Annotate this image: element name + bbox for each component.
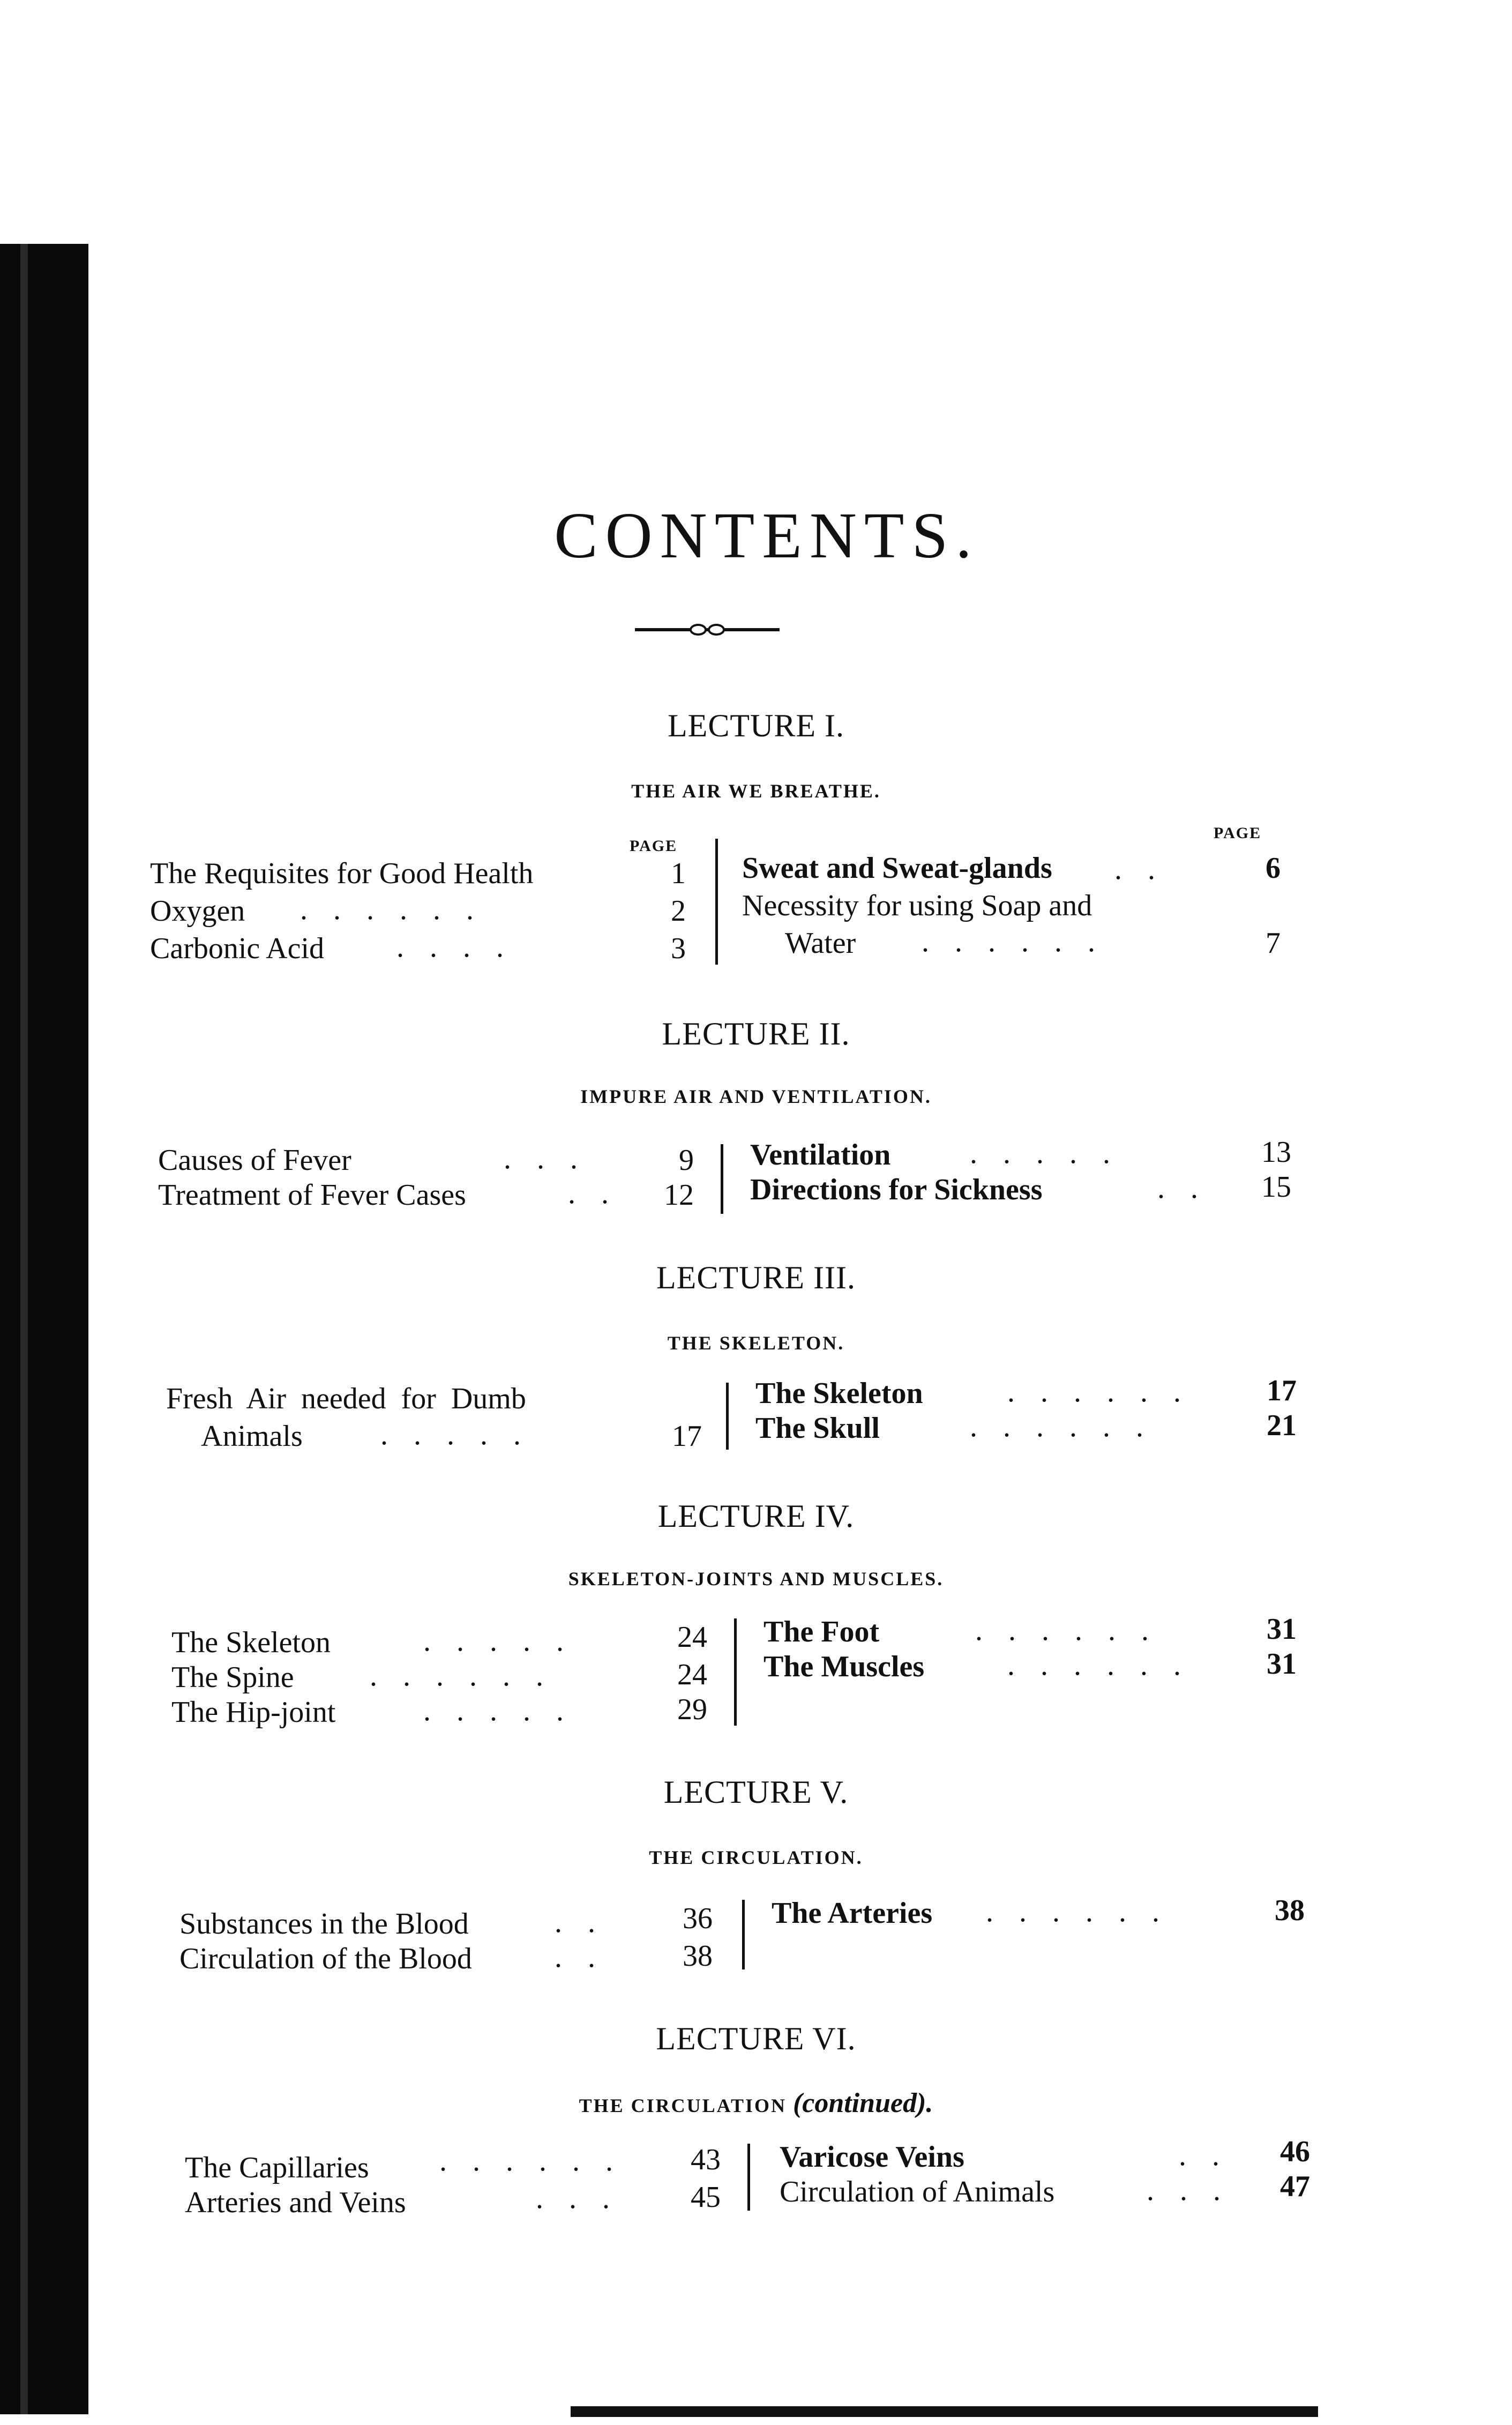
toc-entry: Animals [201, 1420, 303, 1453]
lecture-5-heading: LECTURE V. [663, 1774, 849, 1810]
toc-entry: The Requisites for Good Health [150, 857, 534, 890]
toc-page-number: 3 [671, 932, 686, 965]
dot-leader: ...... [370, 1659, 569, 1692]
dot-leader: ...... [986, 1895, 1185, 1928]
dot-leader: ... [1147, 2174, 1246, 2207]
dot-leader: .. [1114, 853, 1181, 886]
toc-entry: Directions for Sickness [750, 1173, 1043, 1206]
toc-page-number: 21 [1267, 1409, 1297, 1442]
column-divider [734, 1618, 737, 1726]
toc-entry: Circulation of the Blood [179, 1942, 472, 1975]
dot-leader: .. [568, 1177, 634, 1210]
toc-page-number: 12 [664, 1178, 694, 1212]
toc-page-number: 47 [1280, 2170, 1310, 2203]
ornament-divider [635, 622, 780, 638]
page-title: CONTENTS. [554, 499, 979, 572]
toc-page-number: 46 [1280, 2135, 1310, 2168]
lecture-6-subject [0, 2087, 1512, 2119]
bottom-rule [571, 2406, 1318, 2417]
column-divider [715, 839, 718, 965]
toc-page-number: 43 [691, 2143, 721, 2176]
toc-entry: Carbonic Acid [150, 932, 325, 965]
toc-page-number: 38 [1275, 1894, 1305, 1927]
lecture-2-heading: LECTURE II. [662, 1016, 850, 1051]
toc-entry: The Arteries [772, 1897, 933, 1930]
toc-entry: Ventilation [750, 1138, 891, 1172]
dot-leader: ...... [975, 1614, 1174, 1647]
dot-leader: .. [555, 1941, 621, 1974]
dot-leader: ...... [922, 925, 1121, 958]
lecture-2-subject: IMPURE AIR AND VENTILATION. [580, 1086, 932, 1107]
toc-entry: The Spine [171, 1661, 294, 1694]
dot-leader: .. [555, 1906, 621, 1939]
toc-page-number: 36 [683, 1902, 713, 1935]
toc-entry: Treatment of Fever Cases [158, 1178, 466, 1212]
toc-entry: Sweat and Sweat-glands [742, 852, 1052, 885]
toc-page-number: 24 [677, 1658, 707, 1691]
dot-leader: ...... [1007, 1648, 1207, 1682]
dot-leader: ... [504, 1142, 603, 1175]
toc-page-number: 6 [1266, 852, 1281, 885]
dot-leader: ...... [300, 893, 499, 926]
dot-leader: .. [1179, 2139, 1245, 2172]
dot-leader: ..... [423, 1624, 589, 1658]
lecture-6-subject-main: THE CIRCULATION [579, 2095, 787, 2116]
lecture-6-heading: LECTURE VI. [656, 2021, 856, 2056]
column-divider [726, 1383, 729, 1450]
lecture-1-heading: LECTURE I. [668, 708, 844, 743]
toc-entry: Causes of Fever [158, 1144, 351, 1177]
toc-entry: The Skull [755, 1412, 880, 1445]
dot-leader: .... [396, 930, 529, 964]
column-divider [747, 2144, 750, 2211]
lecture-5-subject: THE CIRCULATION. [649, 1847, 863, 1868]
toc-entry: Fresh Air needed for Dumb [166, 1382, 526, 1415]
toc-page-number: 38 [683, 1939, 713, 1973]
toc-page-number: 15 [1261, 1170, 1291, 1204]
column-divider [721, 1144, 723, 1214]
lecture-4-heading: LECTURE IV. [657, 1498, 855, 1534]
lecture-6-subject-italic: (continued). [792, 2088, 933, 2118]
lecture-4-subject: SKELETON-JOINTS AND MUSCLES. [568, 1568, 944, 1590]
toc-entry: Arteries and Veins [185, 2186, 406, 2219]
toc-page-number: 17 [672, 1420, 702, 1453]
lecture-3-subject: THE SKELETON. [667, 1332, 845, 1354]
toc-entry: The Muscles [764, 1650, 925, 1683]
dot-leader: ... [536, 2182, 635, 2215]
toc-page-number: 31 [1267, 1647, 1297, 1681]
dot-leader: .. [1157, 1172, 1224, 1205]
dot-leader: ..... [380, 1418, 547, 1451]
toc-page-number: 2 [671, 894, 686, 928]
toc-entry: Circulation of Animals [780, 2175, 1055, 2208]
toc-entry: Oxygen [150, 894, 245, 928]
dot-leader: ...... [439, 2144, 639, 2177]
toc-entry: Varicose Veins [780, 2140, 964, 2174]
lecture-1-subject: THE AIR WE BREATHE. [631, 780, 881, 802]
page-column-header-right: PAGE [1214, 824, 1262, 842]
toc-page-number: 1 [671, 857, 686, 890]
dot-leader: ..... [970, 1137, 1136, 1170]
toc-entry: Necessity for using Soap and [742, 889, 1092, 922]
page-column-header-left: PAGE [630, 837, 678, 855]
column-divider [742, 1900, 745, 1969]
toc-page-number: 13 [1261, 1136, 1291, 1169]
toc-entry: The Foot [764, 1615, 880, 1648]
toc-page-number: 29 [677, 1693, 707, 1726]
toc-entry: The Capillaries [185, 2151, 369, 2184]
toc-page-number: 45 [691, 2181, 721, 2214]
toc-entry: Substances in the Blood [179, 1907, 469, 1941]
toc-entry: The Skeleton [171, 1626, 331, 1659]
toc-entry: Water [785, 927, 856, 960]
toc-entry: The Hip-joint [171, 1696, 336, 1729]
toc-page-number: 7 [1266, 927, 1281, 960]
toc-page-number: 24 [677, 1621, 707, 1654]
dot-leader: ...... [1007, 1375, 1207, 1408]
toc-page-number: 17 [1267, 1374, 1297, 1407]
lecture-3-heading: LECTURE III. [656, 1260, 856, 1295]
dot-leader: ..... [423, 1694, 589, 1727]
toc-page-number: 31 [1267, 1613, 1297, 1646]
dot-leader: ...... [970, 1410, 1169, 1443]
toc-entry: The Skeleton [755, 1377, 923, 1410]
toc-page-number: 9 [679, 1144, 694, 1177]
